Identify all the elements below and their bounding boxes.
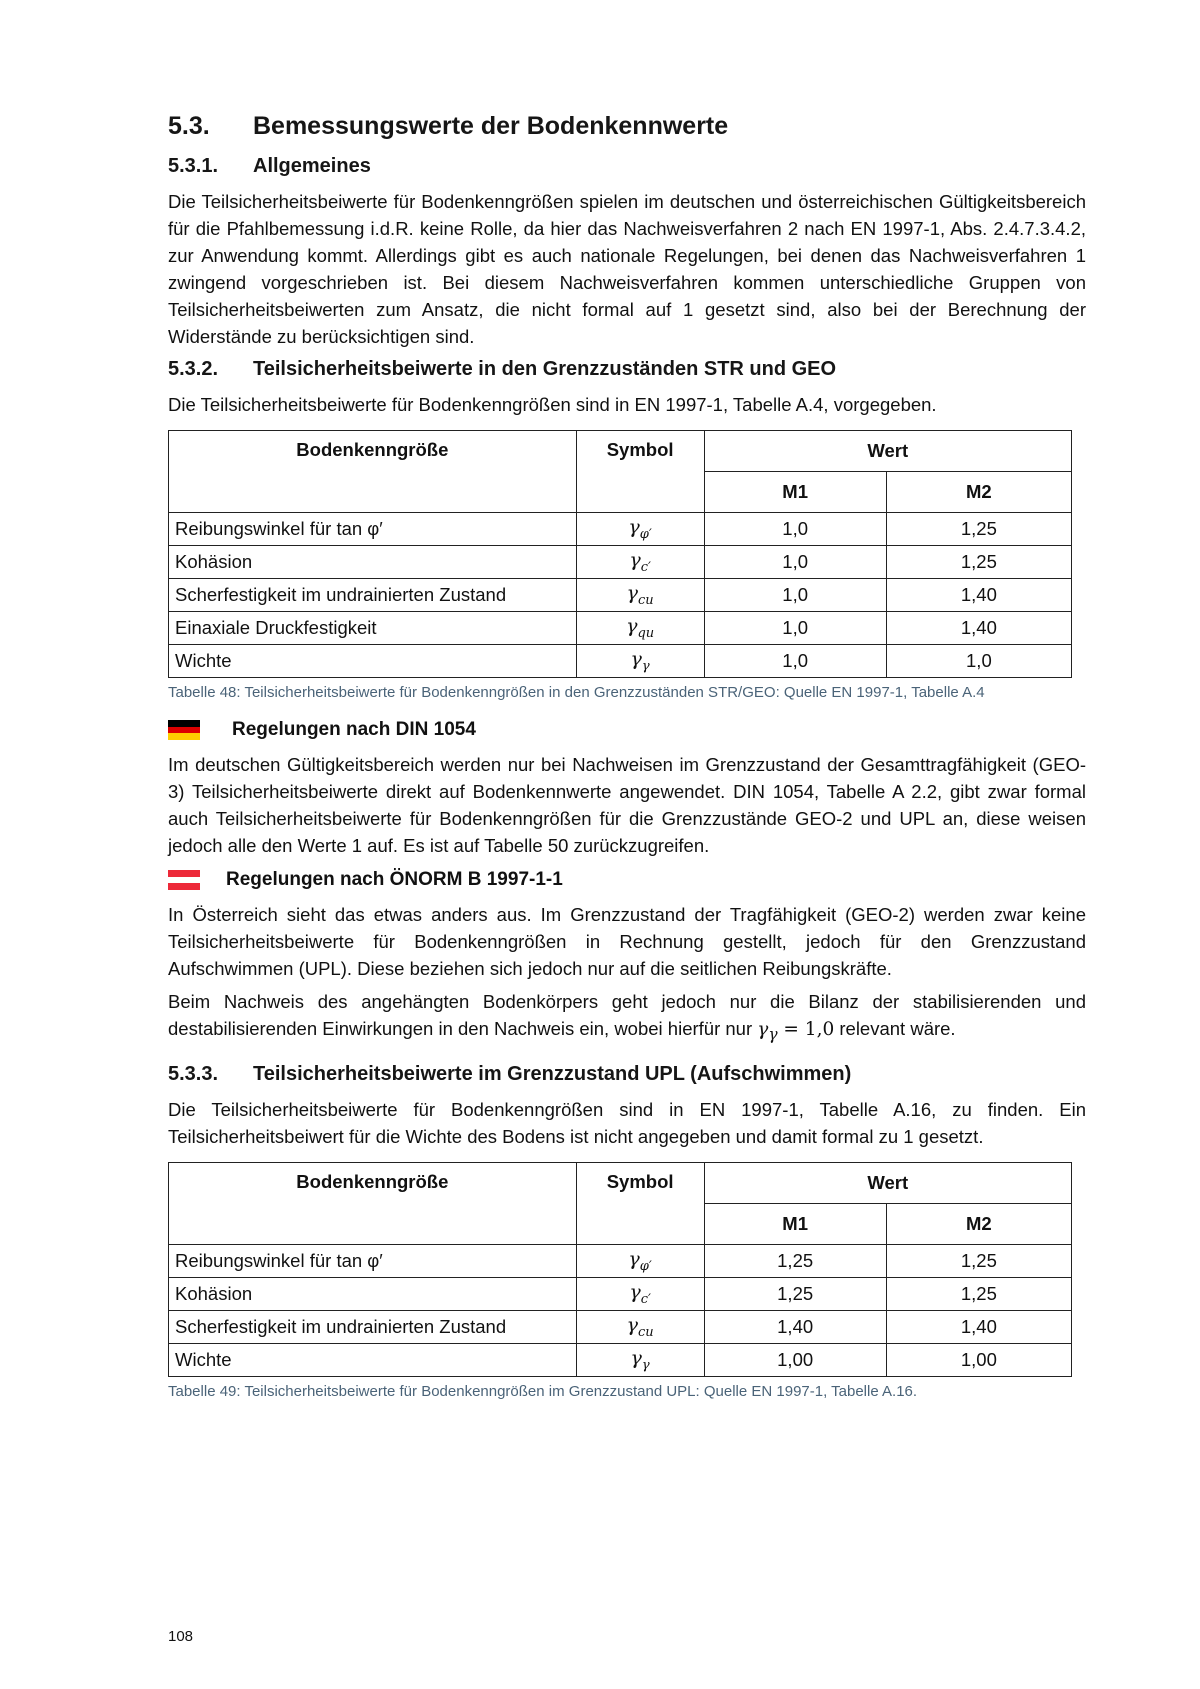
table-row [169,612,1072,645]
m1-cell: 1,25 [704,1277,886,1310]
m2-cell: 1,00 [886,1343,1071,1376]
m1-cell: 1,0 [704,612,886,645]
paragraph-din-1054: Im deutschen Gültigkeitsbereich werden nur bei Nachweisen im Grenzzustand der Gesamttragfähigkeit (GEO-3) Teilsicherheitsbeiwerte direkt auf Bodenkennwerte angewendet. DIN 1054, Tabelle A 2.2, gibt zwar formal auch Teilsicherheitsbeiwerte für Bodenkenngrößen für die Grenzzustände GEO-2 und UPL an, diese weisen jedoch alle den Werte 1 auf. Es ist auf Tabelle 50 zurückzugreifen. [168,754,1086,856]
column-header-m1: M1 [704,1203,886,1244]
m1-cell: 1,0 [704,579,886,612]
table-row [169,1343,1072,1376]
m1-cell: 1,00 [704,1343,886,1376]
column-header-value: Wert [704,1162,1071,1203]
m2-cell: 1,40 [886,579,1071,612]
symbol-cell: $\gamma_{cu}$ [576,579,704,612]
param-cell: Reibungswinkel für tan φ′ [169,513,577,546]
column-header-symbol: Symbol [576,431,704,513]
math-gamma-expression: $\gamma_\gamma = 1,0$ [757,1019,835,1044]
austria-flag-icon [168,870,200,890]
subsection-number: 5.3.2. [168,358,219,380]
symbol-cell: $\gamma_{\varphi'}$ [576,513,704,546]
column-header-param: Bodenkenngröße [169,431,577,513]
table-row [169,513,1072,546]
column-header-m1: M1 [704,472,886,513]
paragraph-onorm-2: Beim Nachweis des angehängten Bodenkörpers geht jedoch nur die Bilanz der stabilisierenden und destabilisierenden Einwirkungen in den Nachweis ein, wobei hierfür nur $\gamma_\gamma = 1,0$ relevant wäre. [168,991,1086,1044]
paragraph-str-geo: Die Teilsicherheitsbeiwerte für Bodenkenngrößen sind in EN 1997-1, Tabelle A.4, vorgegeben. [168,394,937,415]
column-header-value: Wert [704,431,1071,472]
symbol-cell: $\gamma_\gamma$ [576,645,704,678]
column-header-m2: M2 [886,1203,1071,1244]
symbol-cell: $\gamma_{c'}$ [576,546,704,579]
section-heading [168,112,1086,141]
table-row [169,1244,1072,1277]
table-row [169,1277,1072,1310]
m1-cell: 1,25 [704,1244,886,1277]
symbol-cell: $\gamma_\gamma$ [576,1343,704,1376]
m1-cell: 1,0 [704,546,886,579]
table-row [169,1310,1072,1343]
paragraph-onorm-1: In Österreich sieht das etwas anders aus. Im Grenzzustand der Tragfähigkeit (GEO-2) werden zwar keine Teilsicherheitsbeiwerte für Bodenkenngrößen in Rechnung gestellt, jedoch für den Grenzzustand Aufschwimmen (UPL). Diese beziehen sich jedoch nur auf die seitlichen Reibungskräfte. [168,904,1086,979]
paragraph-upl: Die Teilsicherheitsbeiwerte für Bodenkenngrößen sind in EN 1997-1, Tabelle A.16, zu finden. Ein Teilsicherheitsbeiwert für die Wichte des Bodens ist nicht angegeben und damit formal zu 1 gesetzt. [168,1098,1086,1147]
m1-cell: 1,0 [704,645,886,678]
m2-cell: 1,0 [886,645,1071,678]
subsection-heading-3 [168,1063,1086,1086]
table-str-geo [168,430,1072,678]
paragraph-general: Die Teilsicherheitsbeiwerte für Bodenkenngrößen spielen im deutschen und österreichischen Gültigkeitsbereich für die Pfahlbemessung i.d.R. keine Rolle, da hier das Nachweisverfahren 2 nach EN 1997-1, Abs. 2.4.7.3.4.2, zur Anwendung kommt. Allerdings gibt es auch nationale Regelungen, bei denen das Nachweisverfahren 1 zwingend vorgeschrieben ist. Bei diesem Nachweisverfahren kommen unterschiedliche Gruppen von Teilsicherheitsbeiwerten zum Ansatz, die nicht formal auf 1 gesetzt sind, also bei der Berechnung der Widerstände zu berücksichtigen sind. [168,191,1086,347]
page-content [168,112,1086,1418]
section-number: 5.3. [168,112,210,140]
m2-cell: 1,25 [886,1244,1071,1277]
m1-cell: 1,40 [704,1310,886,1343]
regulation-heading-germany [168,719,1086,741]
m2-cell: 1,40 [886,612,1071,645]
subsection-number: 5.3.3. [168,1062,219,1085]
m1-cell: 1,0 [704,513,886,546]
m2-cell: 1,25 [886,1277,1071,1310]
table-caption-49: Tabelle 49: Teilsicherheitsbeiwerte für Bodenkenngrößen im Grenzzustand UPL: Quelle EN 1997-1, Tabelle A.16. [168,1382,918,1400]
section-title: Bemessungswerte der Bodenkennwerte [253,112,729,140]
regulation-title: Regelungen nach DIN 1054 [232,719,476,740]
symbol-cell: $\gamma_{cu}$ [576,1310,704,1343]
column-header-m2: M2 [886,472,1071,513]
param-cell: Scherfestigkeit im undrainierten Zustand [169,579,577,612]
param-cell: Kohäsion [169,546,577,579]
page-number: 108 [168,1628,194,1645]
symbol-cell: $\gamma_{qu}$ [576,612,704,645]
subsection-title: Allgemeines [253,155,371,177]
subsection-title: Teilsicherheitsbeiwerte in den Grenzzuständen STR und GEO [253,358,837,380]
param-cell: Wichte [169,1343,577,1376]
table-caption-48: Tabelle 48: Teilsicherheitsbeiwerte für Bodenkenngrößen in den Grenzzuständen STR/GEO: Quelle EN 1997-1, Tabelle A.4 [168,684,985,701]
subsection-number: 5.3.1. [168,155,219,177]
m2-cell: 1,25 [886,513,1071,546]
subsection-heading-1 [168,155,1086,178]
table-row [169,546,1072,579]
table-upl [168,1162,1072,1377]
column-header-symbol: Symbol [576,1162,704,1244]
column-header-param: Bodenkenngröße [169,1162,577,1244]
param-cell: Einaxiale Druckfestigkeit [169,612,577,645]
table-row [169,579,1072,612]
regulation-title: Regelungen nach ÖNORM B 1997-1-1 [226,869,563,890]
param-cell: Scherfestigkeit im undrainierten Zustand [169,1310,577,1343]
symbol-cell: $\gamma_{c'}$ [576,1277,704,1310]
symbol-cell: $\gamma_{\varphi'}$ [576,1244,704,1277]
m2-cell: 1,25 [886,546,1071,579]
table-row [169,645,1072,678]
param-cell: Reibungswinkel für tan φ′ [169,1244,577,1277]
subsection-title: Teilsicherheitsbeiwerte im Grenzzustand UPL (Aufschwimmen) [253,1062,852,1085]
m2-cell: 1,40 [886,1310,1071,1343]
subsection-heading-2 [168,358,1086,381]
param-cell: Kohäsion [169,1277,577,1310]
param-cell: Wichte [169,645,577,678]
germany-flag-icon [168,720,200,740]
regulation-heading-austria [168,869,1086,891]
